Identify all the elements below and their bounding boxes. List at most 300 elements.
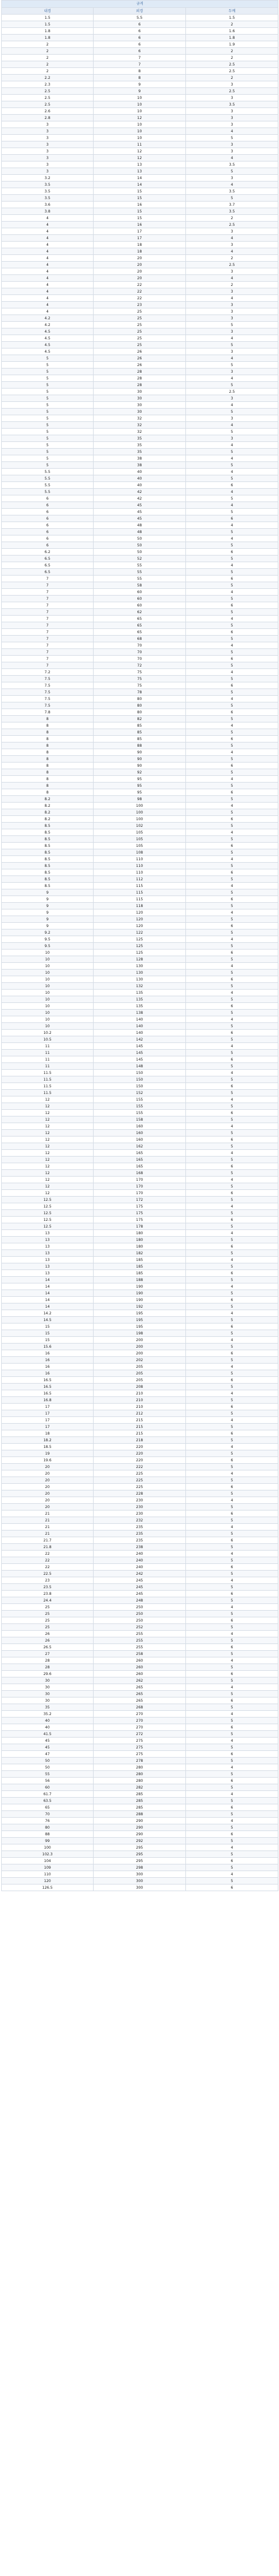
- thickness-cell: 4: [186, 1043, 278, 1050]
- table-row: [2, 1591, 278, 1597]
- outer-diameter-cell: 72: [94, 662, 186, 669]
- inner-diameter-cell: 15.6: [2, 1344, 94, 1350]
- outer-diameter-cell: 30: [94, 389, 186, 395]
- table-row: [2, 629, 278, 636]
- table-row: [2, 929, 278, 936]
- table-row: [2, 1477, 278, 1484]
- outer-diameter-cell: 265: [94, 1691, 186, 1698]
- thickness-cell: 4: [186, 1203, 278, 1210]
- outer-diameter-cell: 18: [94, 248, 186, 255]
- thickness-cell: 6: [186, 1324, 278, 1330]
- inner-diameter-cell: 10: [2, 1003, 94, 1010]
- table-row: [2, 1490, 278, 1497]
- thickness-cell: 5: [186, 783, 278, 789]
- outer-diameter-cell: 70: [94, 649, 186, 656]
- table-row: [2, 1724, 278, 1731]
- outer-diameter-cell: 95: [94, 783, 186, 789]
- table-row: [2, 1531, 278, 1537]
- thickness-cell: 5: [186, 462, 278, 469]
- thickness-cell: 1.5: [186, 15, 278, 21]
- thickness-cell: 5: [186, 1090, 278, 1096]
- inner-diameter-cell: 99: [2, 1838, 94, 1844]
- outer-diameter-cell: 205: [94, 1377, 186, 1384]
- inner-diameter-cell: 16.5: [2, 1384, 94, 1390]
- inner-diameter-cell: 35: [2, 1704, 94, 1711]
- outer-diameter-cell: 195: [94, 1310, 186, 1317]
- outer-diameter-cell: 10: [94, 135, 186, 141]
- outer-diameter-cell: 75: [94, 669, 186, 676]
- outer-diameter-cell: 14: [94, 175, 186, 182]
- thickness-cell: 4: [186, 589, 278, 596]
- thickness-cell: 4: [186, 1417, 278, 1424]
- thickness-cell: 4: [186, 355, 278, 362]
- outer-diameter-cell: 6: [94, 21, 186, 28]
- thickness-cell: 2: [186, 75, 278, 81]
- table-row: [2, 542, 278, 549]
- outer-diameter-cell: 45: [94, 502, 186, 509]
- inner-diameter-cell: 8: [2, 729, 94, 736]
- inner-diameter-cell: 50: [2, 1764, 94, 1771]
- outer-diameter-cell: 160: [94, 1130, 186, 1137]
- thickness-cell: 5: [186, 542, 278, 549]
- outer-diameter-cell: 110: [94, 856, 186, 863]
- table-row: [2, 589, 278, 596]
- table-row: [2, 549, 278, 556]
- inner-diameter-cell: 6: [2, 522, 94, 529]
- outer-diameter-cell: 205: [94, 1370, 186, 1377]
- inner-diameter-cell: 7: [2, 589, 94, 596]
- outer-diameter-cell: 50: [94, 549, 186, 556]
- inner-diameter-cell: 14: [2, 1277, 94, 1283]
- thickness-cell: 5: [186, 636, 278, 642]
- inner-diameter-cell: 5.5: [2, 482, 94, 489]
- outer-diameter-cell: 150: [94, 1076, 186, 1083]
- thickness-cell: 5: [186, 729, 278, 736]
- outer-diameter-cell: 210: [94, 1397, 186, 1404]
- outer-diameter-cell: 8: [94, 75, 186, 81]
- thickness-cell: 5: [186, 1677, 278, 1684]
- inner-diameter-cell: 2.5: [2, 95, 94, 101]
- outer-diameter-cell: 300: [94, 1878, 186, 1884]
- inner-diameter-cell: 2.3: [2, 81, 94, 88]
- outer-diameter-cell: 17: [94, 228, 186, 235]
- outer-diameter-cell: 12: [94, 148, 186, 155]
- thickness-cell: 4: [186, 295, 278, 302]
- thickness-cell: 5: [186, 1838, 278, 1844]
- thickness-cell: 4: [186, 1283, 278, 1290]
- thickness-cell: 4: [186, 1150, 278, 1157]
- table-row: [2, 141, 278, 148]
- inner-diameter-cell: 21: [2, 1511, 94, 1517]
- thickness-cell: 4: [186, 776, 278, 783]
- thickness-cell: 6: [186, 736, 278, 743]
- outer-diameter-cell: 110: [94, 863, 186, 869]
- inner-diameter-cell: 10: [2, 970, 94, 976]
- inner-diameter-cell: 5: [2, 402, 94, 409]
- table-row: [2, 976, 278, 983]
- outer-diameter-cell: 220: [94, 1444, 186, 1450]
- thickness-cell: 5: [186, 1410, 278, 1417]
- table-row: [2, 409, 278, 415]
- inner-diameter-cell: 12: [2, 1150, 94, 1157]
- inner-diameter-cell: 8: [2, 736, 94, 743]
- thickness-cell: 6: [186, 1671, 278, 1677]
- thickness-cell: 4: [186, 1524, 278, 1531]
- inner-diameter-cell: 12.5: [2, 1210, 94, 1217]
- outer-diameter-cell: 208: [94, 1384, 186, 1390]
- table-row: [2, 55, 278, 61]
- outer-diameter-cell: 26: [94, 362, 186, 369]
- thickness-cell: 2: [186, 48, 278, 55]
- table-row: [2, 609, 278, 616]
- thickness-cell: 6: [186, 1511, 278, 1517]
- outer-diameter-cell: 195: [94, 1324, 186, 1330]
- thickness-cell: 6: [186, 1884, 278, 1891]
- inner-diameter-cell: 3: [2, 141, 94, 148]
- outer-diameter-cell: 115: [94, 889, 186, 896]
- outer-diameter-cell: 135: [94, 1003, 186, 1010]
- table-row: [2, 1664, 278, 1671]
- outer-diameter-cell: 185: [94, 1263, 186, 1270]
- inner-diameter-cell: 17: [2, 1404, 94, 1410]
- outer-diameter-cell: 288: [94, 1811, 186, 1818]
- thickness-cell: 6: [186, 976, 278, 983]
- inner-diameter-cell: 16.5: [2, 1390, 94, 1397]
- inner-diameter-cell: 8: [2, 749, 94, 756]
- inner-diameter-cell: 2: [2, 55, 94, 61]
- thickness-cell: 5: [186, 823, 278, 829]
- outer-diameter-cell: 170: [94, 1183, 186, 1190]
- thickness-cell: 3: [186, 415, 278, 422]
- thickness-cell: 5: [186, 1651, 278, 1657]
- thickness-cell: 4: [186, 1337, 278, 1344]
- inner-diameter-cell: 56: [2, 1778, 94, 1784]
- outer-diameter-cell: 20: [94, 268, 186, 275]
- table-row: [2, 529, 278, 535]
- outer-diameter-cell: 85: [94, 736, 186, 743]
- inner-diameter-cell: 17: [2, 1424, 94, 1430]
- inner-diameter-cell: 8: [2, 716, 94, 722]
- header-outer-diameter: 외경: [94, 8, 186, 15]
- inner-diameter-cell: 5: [2, 382, 94, 389]
- outer-diameter-cell: 45: [94, 509, 186, 515]
- thickness-cell: 5: [186, 1477, 278, 1484]
- thickness-cell: 5: [186, 1718, 278, 1724]
- table-row: [2, 1163, 278, 1170]
- table-row: [2, 1217, 278, 1223]
- thickness-cell: 4: [186, 616, 278, 622]
- outer-diameter-cell: 26: [94, 355, 186, 362]
- table-row: [2, 1050, 278, 1056]
- outer-diameter-cell: 220: [94, 1457, 186, 1464]
- thickness-cell: 5: [186, 195, 278, 202]
- table-row: [2, 1751, 278, 1758]
- inner-diameter-cell: 65: [2, 1804, 94, 1811]
- table-row: [2, 115, 278, 121]
- thickness-cell: 5: [186, 796, 278, 803]
- outer-diameter-cell: 110: [94, 869, 186, 876]
- thickness-cell: 6: [186, 1698, 278, 1704]
- thickness-cell: 3: [186, 308, 278, 315]
- outer-diameter-cell: 275: [94, 1738, 186, 1744]
- outer-diameter-cell: 250: [94, 1604, 186, 1611]
- table-row: [2, 1243, 278, 1250]
- outer-diameter-cell: 295: [94, 1858, 186, 1864]
- table-row: [2, 1450, 278, 1457]
- outer-diameter-cell: 235: [94, 1524, 186, 1531]
- inner-diameter-cell: 5: [2, 355, 94, 362]
- thickness-cell: 6: [186, 576, 278, 582]
- outer-diameter-cell: 58: [94, 582, 186, 589]
- thickness-cell: 6: [186, 869, 278, 876]
- outer-diameter-cell: 15: [94, 208, 186, 215]
- thickness-cell: 6: [186, 1858, 278, 1864]
- inner-diameter-cell: 17: [2, 1410, 94, 1417]
- table-row: [2, 1597, 278, 1604]
- outer-diameter-cell: 40: [94, 469, 186, 475]
- inner-diameter-cell: 3.6: [2, 202, 94, 208]
- thickness-cell: 5: [186, 1624, 278, 1631]
- inner-diameter-cell: 11.5: [2, 1083, 94, 1090]
- outer-diameter-cell: 248: [94, 1597, 186, 1604]
- outer-diameter-cell: 90: [94, 763, 186, 769]
- inner-diameter-cell: 8: [2, 789, 94, 796]
- table-row: [2, 328, 278, 335]
- outer-diameter-cell: 255: [94, 1631, 186, 1637]
- inner-diameter-cell: 25: [2, 1604, 94, 1611]
- thickness-cell: 6: [186, 629, 278, 636]
- outer-diameter-cell: 225: [94, 1477, 186, 1484]
- table-row: [2, 1210, 278, 1217]
- table-row: [2, 883, 278, 889]
- thickness-cell: 4: [186, 1604, 278, 1611]
- table-row: [2, 823, 278, 829]
- outer-diameter-cell: 285: [94, 1791, 186, 1798]
- outer-diameter-cell: 55: [94, 562, 186, 569]
- table-row: [2, 809, 278, 816]
- table-row: [2, 936, 278, 943]
- inner-diameter-cell: 4: [2, 282, 94, 288]
- thickness-cell: 5: [186, 1691, 278, 1698]
- thickness-cell: 6: [186, 1110, 278, 1116]
- inner-diameter-cell: 1.5: [2, 15, 94, 21]
- thickness-cell: 4: [186, 1684, 278, 1691]
- inner-diameter-cell: 14: [2, 1283, 94, 1290]
- outer-diameter-cell: 40: [94, 475, 186, 482]
- inner-diameter-cell: 8: [2, 769, 94, 776]
- inner-diameter-cell: 7: [2, 616, 94, 622]
- outer-diameter-cell: 250: [94, 1611, 186, 1617]
- inner-diameter-cell: 25: [2, 1617, 94, 1624]
- outer-diameter-cell: 15: [94, 215, 186, 222]
- table-row: [2, 956, 278, 963]
- table-row: [2, 1150, 278, 1157]
- table-row: [2, 302, 278, 308]
- table-row: [2, 1137, 278, 1143]
- outer-diameter-cell: 10: [94, 128, 186, 135]
- thickness-cell: 5: [186, 956, 278, 963]
- outer-diameter-cell: 20: [94, 262, 186, 268]
- thickness-cell: 5: [186, 495, 278, 502]
- inner-diameter-cell: 21: [2, 1517, 94, 1524]
- inner-diameter-cell: 2.5: [2, 88, 94, 95]
- thickness-cell: 3.5: [186, 161, 278, 168]
- inner-diameter-cell: 16: [2, 1350, 94, 1357]
- table-row: [2, 1043, 278, 1050]
- outer-diameter-cell: 282: [94, 1784, 186, 1791]
- table-row: [2, 1183, 278, 1190]
- inner-diameter-cell: 10.5: [2, 1036, 94, 1043]
- inner-diameter-cell: 8: [2, 776, 94, 783]
- thickness-cell: 5: [186, 1584, 278, 1591]
- table-row: [2, 869, 278, 876]
- table-row: [2, 1677, 278, 1684]
- thickness-cell: 2.5: [186, 389, 278, 395]
- outer-diameter-cell: 12: [94, 115, 186, 121]
- table-row: [2, 1611, 278, 1617]
- thickness-cell: 3: [186, 315, 278, 322]
- outer-diameter-cell: 120: [94, 916, 186, 923]
- thickness-cell: 4: [186, 642, 278, 649]
- inner-diameter-cell: 4: [2, 308, 94, 315]
- thickness-cell: 1.6: [186, 28, 278, 35]
- thickness-cell: 5: [186, 1744, 278, 1751]
- thickness-cell: 4: [186, 1177, 278, 1183]
- table-row: [2, 1310, 278, 1317]
- table-row: [2, 803, 278, 809]
- inner-diameter-cell: 5: [2, 362, 94, 369]
- table-row: [2, 656, 278, 662]
- table-row: [2, 849, 278, 856]
- thickness-cell: 5: [186, 863, 278, 869]
- outer-diameter-cell: 260: [94, 1657, 186, 1664]
- inner-diameter-cell: 3.5: [2, 195, 94, 202]
- table-row: [2, 282, 278, 288]
- thickness-cell: 6: [186, 1243, 278, 1250]
- table-row: [2, 395, 278, 402]
- inner-diameter-cell: 47: [2, 1751, 94, 1758]
- inner-diameter-cell: 45: [2, 1738, 94, 1744]
- inner-diameter-cell: 4: [2, 242, 94, 248]
- inner-diameter-cell: 4.5: [2, 335, 94, 342]
- inner-diameter-cell: 6: [2, 535, 94, 542]
- table-row: [2, 262, 278, 268]
- inner-diameter-cell: 4: [2, 255, 94, 262]
- table-row: [2, 168, 278, 175]
- table-row: [2, 248, 278, 255]
- outer-diameter-cell: 20: [94, 255, 186, 262]
- table-row: [2, 1357, 278, 1364]
- outer-diameter-cell: 298: [94, 1864, 186, 1871]
- thickness-cell: 5: [186, 1357, 278, 1364]
- inner-diameter-cell: 18.2: [2, 1437, 94, 1444]
- table-row: [2, 1624, 278, 1631]
- inner-diameter-cell: 20: [2, 1484, 94, 1490]
- thickness-cell: 6: [186, 1484, 278, 1490]
- outer-diameter-cell: 6: [94, 28, 186, 35]
- inner-diameter-cell: 5.5: [2, 489, 94, 495]
- thickness-cell: 5: [186, 322, 278, 328]
- inner-diameter-cell: 11.5: [2, 1090, 94, 1096]
- table-row: [2, 836, 278, 843]
- outer-diameter-cell: 205: [94, 1364, 186, 1370]
- table-row: [2, 35, 278, 41]
- inner-diameter-cell: 5: [2, 462, 94, 469]
- inner-diameter-cell: 22: [2, 1551, 94, 1557]
- inner-diameter-cell: 23.5: [2, 1584, 94, 1591]
- table-row: [2, 161, 278, 168]
- thickness-cell: 4: [186, 1551, 278, 1557]
- outer-diameter-cell: 12: [94, 155, 186, 161]
- table-row: [2, 1564, 278, 1571]
- table-row: [2, 1143, 278, 1150]
- table-row: [2, 1644, 278, 1651]
- outer-diameter-cell: 180: [94, 1243, 186, 1250]
- inner-diameter-cell: 4: [2, 248, 94, 255]
- outer-diameter-cell: 240: [94, 1557, 186, 1564]
- table-row: [2, 1584, 278, 1591]
- outer-diameter-cell: 42: [94, 495, 186, 502]
- thickness-cell: 5: [186, 809, 278, 816]
- table-row: [2, 1524, 278, 1531]
- table-row: [2, 990, 278, 996]
- outer-diameter-cell: 185: [94, 1270, 186, 1277]
- thickness-cell: 3.5: [186, 188, 278, 195]
- header-inner-diameter: 내경: [2, 8, 94, 15]
- thickness-cell: 4: [186, 248, 278, 255]
- inner-diameter-cell: 11.5: [2, 1070, 94, 1076]
- thickness-cell: 3: [186, 121, 278, 128]
- thickness-cell: 6: [186, 1350, 278, 1357]
- table-row: [2, 916, 278, 923]
- inner-diameter-cell: 2.5: [2, 101, 94, 108]
- thickness-cell: 4: [186, 1310, 278, 1317]
- outer-diameter-cell: 245: [94, 1577, 186, 1584]
- table-row: [2, 709, 278, 716]
- outer-diameter-cell: 90: [94, 749, 186, 756]
- thickness-cell: 3: [186, 228, 278, 235]
- inner-diameter-cell: 9: [2, 889, 94, 896]
- outer-diameter-cell: 150: [94, 1083, 186, 1090]
- table-row: [2, 242, 278, 248]
- table-row: [2, 1811, 278, 1818]
- inner-diameter-cell: 13: [2, 1270, 94, 1277]
- thickness-cell: 6: [186, 1617, 278, 1624]
- inner-diameter-cell: 10: [2, 963, 94, 970]
- thickness-cell: 4: [186, 1657, 278, 1664]
- table-row: [2, 1657, 278, 1664]
- thickness-cell: 6: [186, 515, 278, 522]
- thickness-cell: 3.5: [186, 101, 278, 108]
- thickness-cell: 5: [186, 1223, 278, 1230]
- inner-diameter-cell: 11: [2, 1050, 94, 1056]
- inner-diameter-cell: 8.5: [2, 856, 94, 863]
- table-row: [2, 1096, 278, 1103]
- table-row: [2, 21, 278, 28]
- outer-diameter-cell: 140: [94, 1030, 186, 1036]
- table-row: [2, 749, 278, 756]
- table-title: 규격: [2, 1, 278, 8]
- outer-diameter-cell: 285: [94, 1804, 186, 1811]
- outer-diameter-cell: 175: [94, 1217, 186, 1223]
- outer-diameter-cell: 22: [94, 288, 186, 295]
- outer-diameter-cell: 230: [94, 1497, 186, 1504]
- thickness-cell: 4: [186, 883, 278, 889]
- thickness-cell: 5: [186, 769, 278, 776]
- outer-diameter-cell: 65: [94, 622, 186, 629]
- outer-diameter-cell: 15: [94, 188, 186, 195]
- outer-diameter-cell: 185: [94, 1257, 186, 1263]
